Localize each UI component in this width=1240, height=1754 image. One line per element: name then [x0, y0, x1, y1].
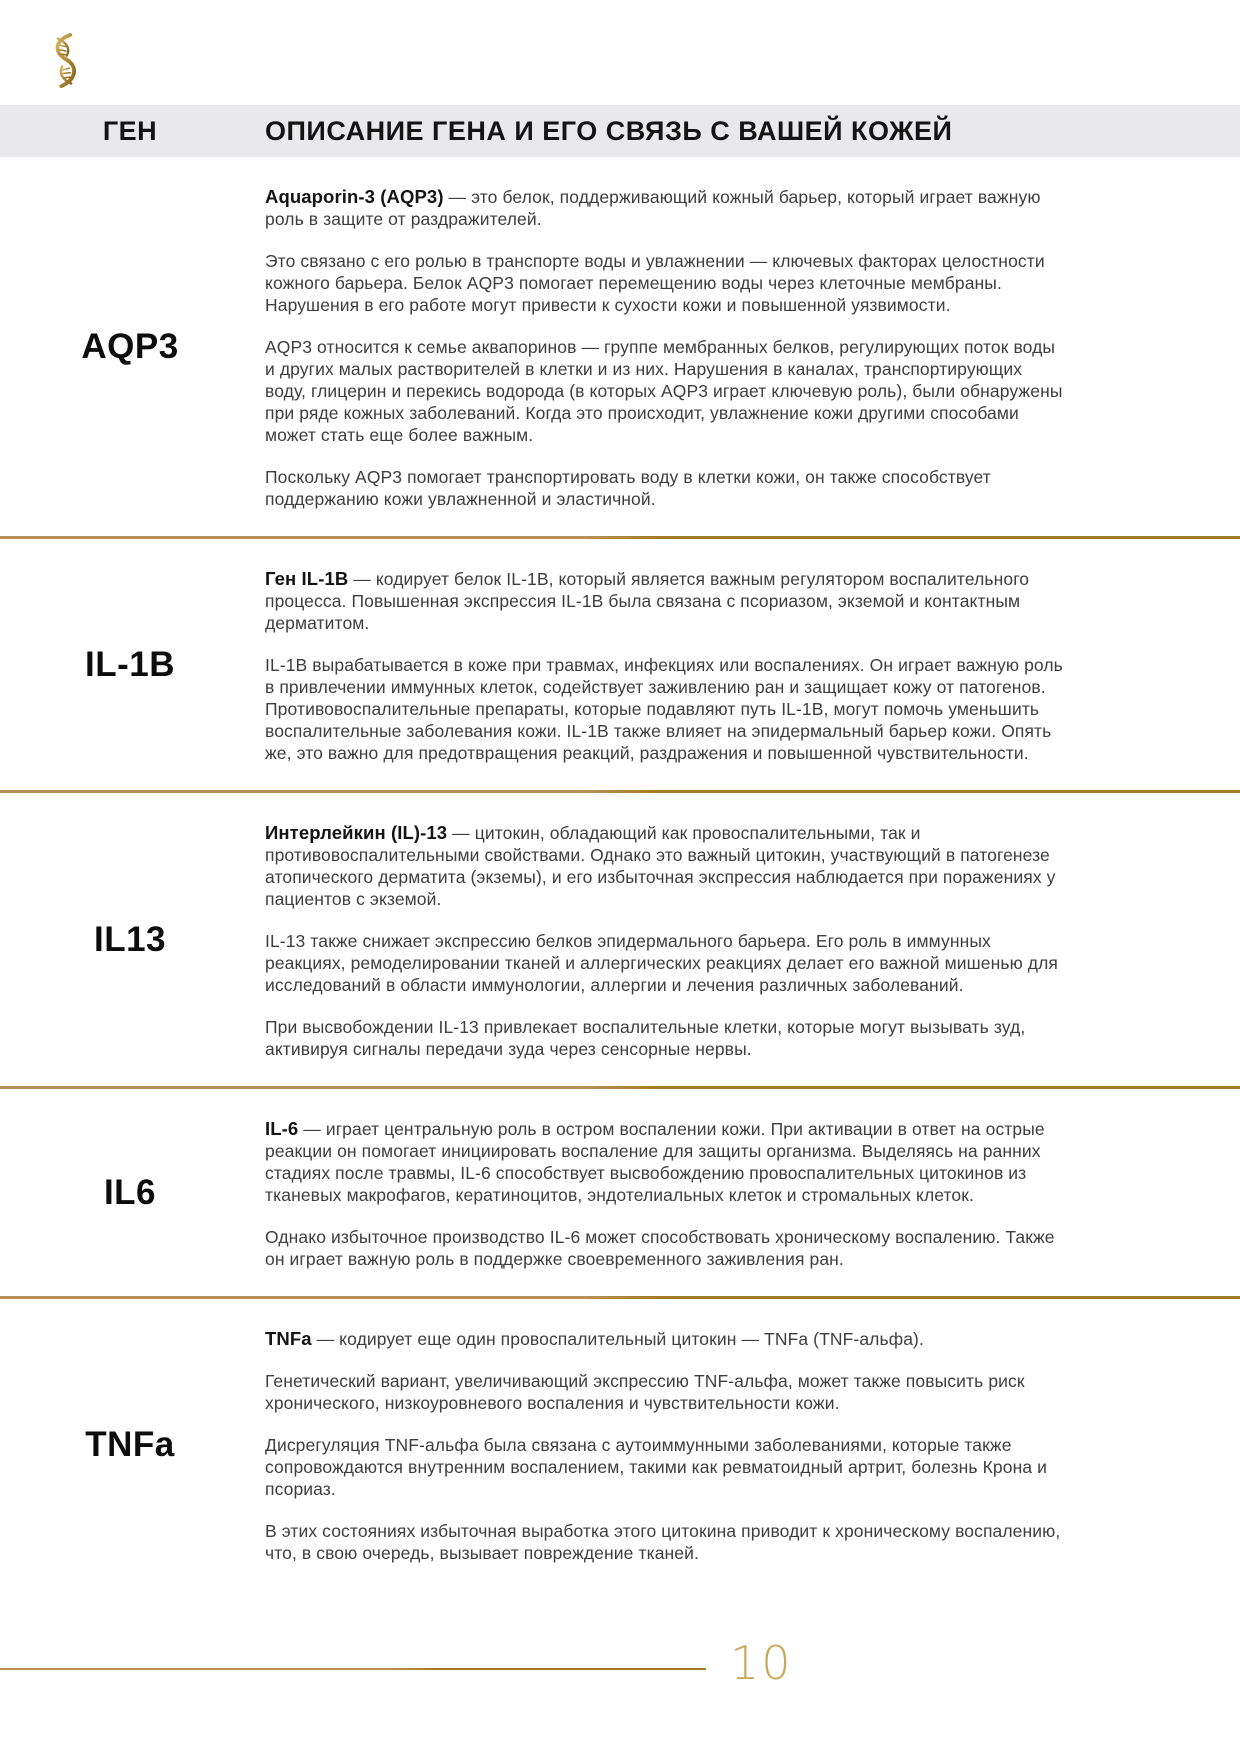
header-gene-column: ГЕН [102, 115, 158, 146]
description-paragraph: В этих состояниях избыточная выработка этого цитокина приводит к хроническому воспалению, что, в свою очередь, вызывает повреждение тканей. [265, 1521, 1061, 1563]
gene-name: IL6 [103, 1173, 157, 1212]
gene-cell [0, 820, 260, 1060]
gene-description [260, 1116, 1095, 1270]
description-paragraph: Генетический вариант, увеличивающий экспрессию TNF-альфа, может также повысить риск хронического, низкоуровневого воспаления и чувствительности кожи. [265, 1371, 1025, 1413]
description-paragraph: IL-1B вырабатывается в коже при травмах, инфекциях или воспалениях. Он играет важную роль в привлечении иммунных клеток, содействует заживлению ран и защищает кожу от патогенов. Противовоспалительные препараты, которые подавляют путь IL-1B, могут помочь уменьшить воспалительные заболевания кожи. IL-1B также влияет на эпидермальный барьер кожи. Опять же, это важно для предотвращения реакций, раздражения и повышенной чувствительности. [265, 655, 1063, 763]
gene-row [0, 157, 1240, 536]
page-number: 10 [730, 1636, 793, 1690]
description-paragraph: IL-13 также снижает экспрессию белков эпидермального барьера. Его роль в иммунных реакциях, ремоделировании тканей и аллергических реакциях делает его важной мишенью для исследований в области иммунологии, аллергии и лечения различных заболеваний. [265, 931, 1058, 995]
gene-cell [0, 566, 260, 764]
description-paragraph: При высвобождении IL-13 привлекает воспалительные клетки, которые могут вызывать зуд, активируя сигналы передачи зуда через сенсорные нервы. [265, 1017, 1026, 1059]
gene-description [260, 820, 1095, 1060]
gene-row [0, 790, 1240, 1086]
gene-lead-label: Интерлейкин (IL)-13 [265, 822, 448, 843]
gene-row [0, 1086, 1240, 1296]
description-paragraph: Это связано с его ролью в транспорте воды и увлажнении — ключевых факторах целостности кожного барьера. Белок AQP3 помогает перемещению воды через клеточные мембраны. Нарушения в его работе могут привести к сухости кожи и повышенной уязвимости. [265, 251, 1045, 315]
description-paragraph: Интерлейкин (IL)-13 — цитокин, обладающий как провоспалительными, так и противовоспалительными свойствами. Однако это важный цитокин, участвующий в патогенезе атопического дерматита (экземы), и его избыточная экспрессия наблюдается при поражениях у пациентов с экземой. [265, 822, 1056, 909]
gene-lead-label: IL-6 [265, 1118, 299, 1139]
gene-name: IL-1B [85, 645, 175, 684]
description-paragraph: AQP3 относится к семье аквапоринов — группе мембранных белков, регулирующих поток воды и других малых растворителей в клетки и из них. Нарушения в каналах, транспортирующих воду, глицерин и перекись водорода (в которых AQP3 играет ключевую роль), были обнаружены при ряде кожных заболеваний. Когда это происходит, увлажнение кожи другими способами может стать еще более важным. [265, 337, 1063, 445]
dna-helix-logo [46, 32, 82, 90]
gene-row [0, 536, 1240, 790]
gene-description [260, 1326, 1095, 1564]
description-paragraph: Дисрегуляция TNF-альфа была связана с аутоиммунными заболеваниями, которые также сопровождаются внутренним воспалением, такими как ревматоидный артрит, болезнь Крона и псориаз. [265, 1435, 1048, 1499]
gene-cell [0, 1326, 260, 1564]
description-paragraph: Поскольку AQP3 помогает транспортировать воду в клетки кожи, он также способствует поддержанию кожи увлажненной и эластичной. [265, 467, 991, 509]
gene-row [0, 1296, 1240, 1590]
description-paragraph: IL-6 — играет центральную роль в остром воспалении кожи. При активации в ответ на острые реакции он помогает инициировать воспаление для защиты организма. Выделяясь на ранних стадиях после травмы, IL-6 способствует высвобождению провоспалительных цитокинов из тканевых макрофагов, кератиноцитов, эндотелиальных клеток и стромальных клеток. [265, 1118, 1045, 1205]
footer-gold-line [0, 1668, 706, 1670]
description-paragraph: TNFa — кодирует еще один провоспалительный цитокин — TNFa (TNF-альфа). [265, 1328, 924, 1349]
gene-name: AQP3 [81, 327, 179, 366]
header-description-column: ОПИСАНИЕ ГЕНА И ЕГО СВЯЗЬ С ВАШЕЙ КОЖЕЙ [265, 115, 953, 146]
dna-helix-icon [46, 32, 82, 90]
description-paragraph: Ген IL-1B — кодирует белок IL-1B, который является важным регулятором воспалительного процесса. Повышенная экспрессия IL-1B была связана с псориазом, экземой и контактным дерматитом. [265, 568, 1030, 633]
gene-name: TNFa [85, 1425, 175, 1464]
description-paragraph: Однако избыточное производство IL-6 может способствовать хроническому воспалению. Также он играет важную роль в поддержке своевременного заживления ран. [265, 1227, 1055, 1269]
gene-lead-label: Ген IL-1B [265, 568, 349, 589]
gene-description [260, 566, 1095, 764]
gene-table-body [0, 157, 1240, 1590]
table-header [0, 105, 1240, 157]
gene-cell [0, 1116, 260, 1270]
description-paragraph: Aquaporin-3 (AQP3) — это белок, поддерживающий кожный барьер, который играет важную роль в защите от раздражителей. [265, 186, 1041, 229]
gene-cell [0, 184, 260, 510]
gene-name: IL13 [93, 920, 167, 959]
gene-description [260, 184, 1095, 510]
gene-lead-label: Aquaporin-3 (AQP3) [265, 186, 444, 207]
gene-lead-label: TNFa [265, 1328, 312, 1349]
